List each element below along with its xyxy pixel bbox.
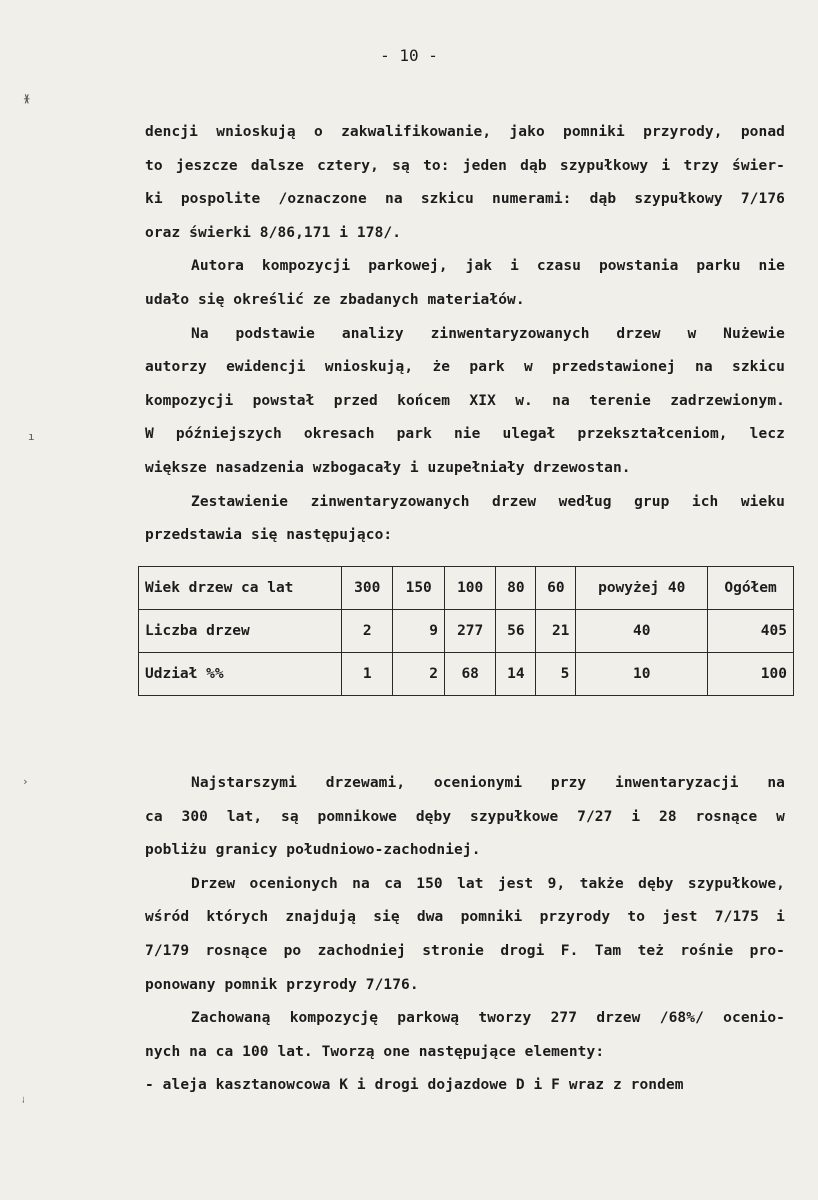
table-header-cell: Wiek drzew ca lat (139, 567, 342, 610)
table-cell: 56 (496, 610, 536, 653)
table-header-row (139, 567, 794, 610)
text-line: nych na ca 100 lat. Tworzą one następujące elementy: (145, 1043, 605, 1060)
text-line: to jeszcze dalsze cztery, są to: jeden dąb szypułkowy i trzy świer- (145, 157, 785, 174)
text-line: dencji wnioskują o zakwalifikowanie, jako pomniki przyrody, ponad (145, 124, 785, 140)
text-line: większe nasadzenia wzbogacały i uzupełniały drzewostan. (145, 459, 631, 476)
table-header-cell: Ogółem (708, 567, 794, 610)
text-line: udało się określić ze zbadanych materiałów. (145, 291, 525, 308)
table-header-cell: 80 (496, 567, 536, 610)
table-cell: 405 (708, 610, 794, 653)
table-cell: 1 (342, 653, 393, 696)
table-header-cell: 100 (444, 567, 495, 610)
text-line: oraz świerki 8/86,171 i 178/. (145, 224, 402, 241)
table-row (139, 653, 794, 696)
text-line: Autora kompozycji parkowej, jak i czasu powstania parku nie (191, 258, 785, 275)
text-line: wśród których znajdują się dwa pomniki przyrody to jest 7/175 i (145, 909, 785, 926)
text-line: W późniejszych okresach park nie ulegał przekształceniom, lecz (145, 426, 785, 443)
text-line: Najstarszymi drzewami, ocenionymi przy inwentaryzacji na (191, 775, 785, 791)
margin-mark: ᚕ (24, 92, 30, 105)
text-line: pobliżu granicy południowo-zachodniej. (145, 842, 481, 859)
text-line: Na podstawie analizy zinwentaryzowanych drzew w Nużewie (191, 325, 785, 342)
text-line: kompozycji powstał przed końcem XIX w. na terenie zadrzewionym. (145, 392, 785, 409)
table-header-cell: powyżej 40 (576, 567, 708, 610)
table-cell: 9 (393, 610, 444, 653)
page-number: - 10 - (380, 46, 438, 65)
text-line: autorzy ewidencji wnioskują, że park w przedstawionej na szkicu (145, 359, 785, 376)
text-line: Drzew ocenionych na ca 150 lat jest 9, także dęby szypułkowe, (191, 875, 785, 892)
margin-mark: ᛍ (20, 1095, 27, 1108)
text-block-bottom (145, 767, 785, 1103)
table-cell: 2 (393, 653, 444, 696)
table-row (139, 610, 794, 653)
table-cell: 14 (496, 653, 536, 696)
text-line: ki pospolite /oznaczone na szkicu numerami: dąb szypułkowy 7/176 (145, 191, 785, 208)
text-line: Zestawienie zinwentaryzowanych drzew według grup ich wieku (191, 493, 785, 510)
text-line: ponowany pomnik przyrody 7/176. (145, 976, 419, 993)
table-header-cell: 300 (342, 567, 393, 610)
margin-mark: ı (28, 430, 35, 443)
table-cell: 21 (536, 610, 576, 653)
table-cell: 68 (444, 653, 495, 696)
text-line: przedstawia się następująco: (145, 527, 393, 544)
text-line: ca 300 lat, są pomnikowe dęby szypułkowe 7/27 i 28 rosnące w (145, 808, 785, 825)
table-cell: Udział %% (139, 653, 342, 696)
table-cell: 100 (708, 653, 794, 696)
table-cell: 5 (536, 653, 576, 696)
text-block-top (145, 116, 785, 553)
table-header-cell: 150 (393, 567, 444, 610)
text-line: 7/179 rosnące po zachodniej stronie drogi F. Tam też rośnie pro- (145, 942, 785, 959)
text-line: Zachowaną kompozycję parkową tworzy 277 drzew /68%/ ocenio- (191, 1010, 785, 1027)
table-cell: 277 (444, 610, 495, 653)
text-line: - aleja kasztanowcowa K i drogi dojazdowe D i F wraz z rondem (145, 1077, 684, 1094)
table-header-cell: 60 (536, 567, 576, 610)
margin-mark: › (22, 775, 29, 788)
table-cell: 10 (576, 653, 708, 696)
table-cell: Liczba drzew (139, 610, 342, 653)
age-table (138, 566, 794, 714)
table-cell: 2 (342, 610, 393, 653)
table-cell: 40 (576, 610, 708, 653)
